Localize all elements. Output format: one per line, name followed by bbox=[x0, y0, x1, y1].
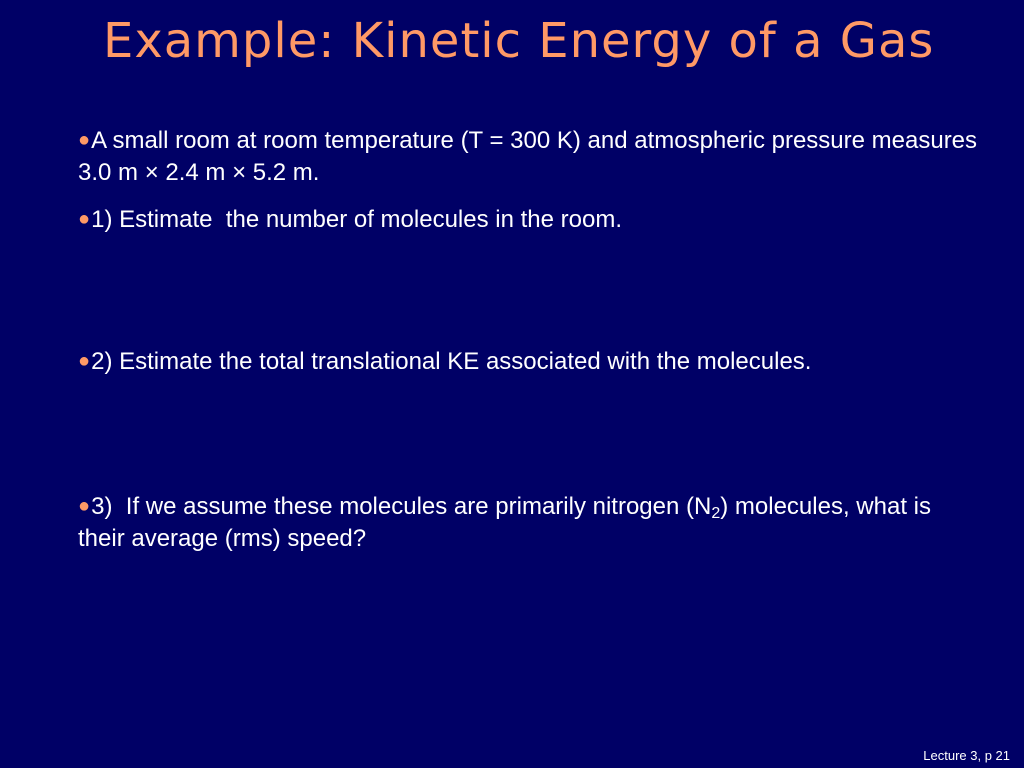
bullet-room-description bbox=[78, 124, 978, 189]
bullet-text: A small room at room temperature (T = 300 K) and atmospheric pressure measures 3.0 m × 2.4 m × 5.2 m. bbox=[78, 127, 978, 186]
bullet-text-after: ) molecules, what is their average (rms) speed? bbox=[78, 493, 931, 552]
bullet-dot-icon: ● bbox=[78, 129, 91, 151]
bullet-question-1 bbox=[78, 203, 978, 236]
subscript: 2 bbox=[711, 505, 721, 522]
bullet-text-before: 3) If we assume these molecules are primarily nitrogen (N bbox=[91, 493, 712, 520]
bullet-text: 2) Estimate the total translational KE associated with the molecules. bbox=[91, 348, 812, 375]
bullet-dot-icon: ● bbox=[78, 495, 91, 517]
slide-title: Example: Kinetic Energy of a Gas bbox=[103, 13, 935, 69]
bullet-question-2 bbox=[78, 345, 978, 378]
slide-footer: Lecture 3, p 21 bbox=[923, 748, 1010, 763]
bullet-question-3 bbox=[78, 490, 978, 555]
bullet-dot-icon: ● bbox=[78, 350, 91, 372]
bullet-text: 1) Estimate the number of molecules in the room. bbox=[91, 206, 622, 233]
bullet-dot-icon: ● bbox=[78, 208, 91, 230]
